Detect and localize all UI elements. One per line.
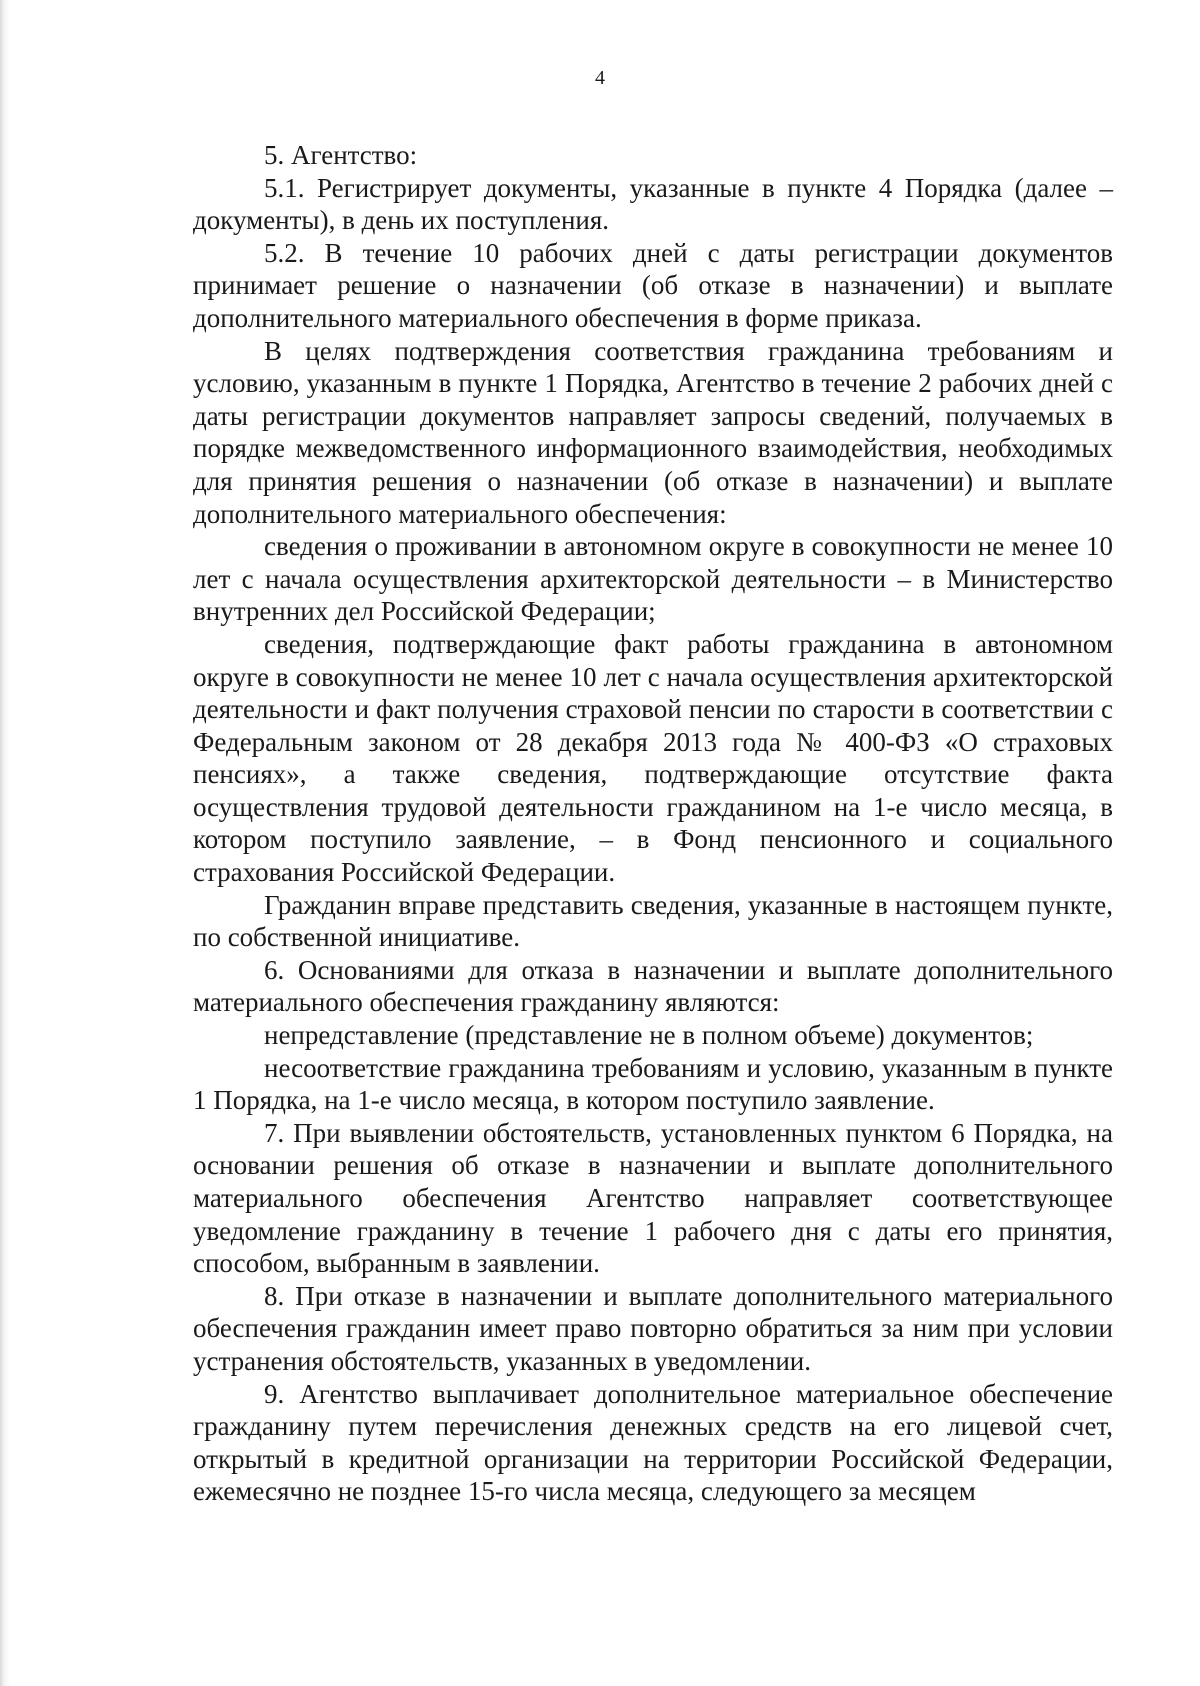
paragraph-work-pension-info: сведения, подтверждающие факт работы гражданина в автономном округе в совокупности не менее 10 лет с начала осуществления архитекторской деятельности и факт получения страховой пенсии по старости в соответствии с Федеральным законом от 28 декабря 2013 года № 400-ФЗ «О страховых пенсиях», а также сведения, подтверждающие отсутствие факта осуществления трудовой деятельности гражданином на 1-е число месяца, в котором поступило заявление, – в Фонд пенсионного и социального страхования Российской Федерации. [193, 628, 1113, 888]
page-number: 4 [595, 67, 605, 89]
paragraph-5: 5. Агентство: [264, 140, 418, 170]
paragraph-6-ground-mismatch: несоответствие гражданина требованиям и условию, указанным в пункте 1 Порядка, на 1-е число месяца, в котором поступило заявление. [193, 1052, 1113, 1116]
paragraph-5-2: 5.2. В течение 10 рабочих дней с даты регистрации документов принимает решение о назначении (об отказе в назначении) и выплате дополнительного материального обеспечения в форме приказа. [193, 237, 1113, 333]
paragraph-verification-requests: В целях подтверждения соответствия гражданина требованиям и условию, указанным в пункте 1 Порядка, Агентство в течение 2 рабочих дней с даты регистрации документов направляет запросы сведений, получаемых в порядке межведомственного информационного взаимодействия, необходимых для принятия решения о назначении (об отказе в назначении) и выплате дополнительного материального обеспечения: [193, 335, 1113, 529]
paragraph-5-1: 5.1. Регистрирует документы, указанные в пункте 4 Порядка (далее – документы), в день их поступления. [193, 172, 1113, 236]
scan-edge [0, 0, 10, 1686]
paragraph-9: 9. Агентство выплачивает дополнительное материальное обеспечение гражданину путем перечисления денежных средств на его лицевой счет, открытый в кредитной организации на территории Российской Федерации, ежемесячно не позднее 15-го числа месяца, следующего за месяцем [193, 1378, 1113, 1507]
paragraph-6: 6. Основаниями для отказа в назначении и выплате дополнительного материального обеспечения гражданину являются: [193, 954, 1113, 1018]
paragraph-own-initiative: Гражданин вправе представить сведения, указанные в настоящем пункте, по собственной инициативе. [193, 889, 1113, 953]
document-body [193, 139, 1113, 1508]
paragraph-residence-info: сведения о проживании в автономном округе в совокупности не менее 10 лет с начала осуществления архитекторской деятельности – в Министерство внутренних дел Российской Федерации; [193, 531, 1113, 627]
paragraph-7: 7. При выявлении обстоятельств, установленных пунктом 6 Порядка, на основании решения об отказе в назначении и выплате дополнительного материального обеспечения Агентство направляет соответствующее уведомление гражданину в течение 1 рабочего дня с даты его принятия, способом, выбранным в заявлении. [193, 1117, 1113, 1279]
paragraph-8: 8. При отказе в назначении и выплате дополнительного материального обеспечения гражданин имеет право повторно обратиться за ним при условии устранения обстоятельств, указанных в уведомлении. [193, 1280, 1113, 1376]
paragraph-6-ground-documents: непредставление (представление не в полном объеме) документов; [264, 1020, 1034, 1051]
